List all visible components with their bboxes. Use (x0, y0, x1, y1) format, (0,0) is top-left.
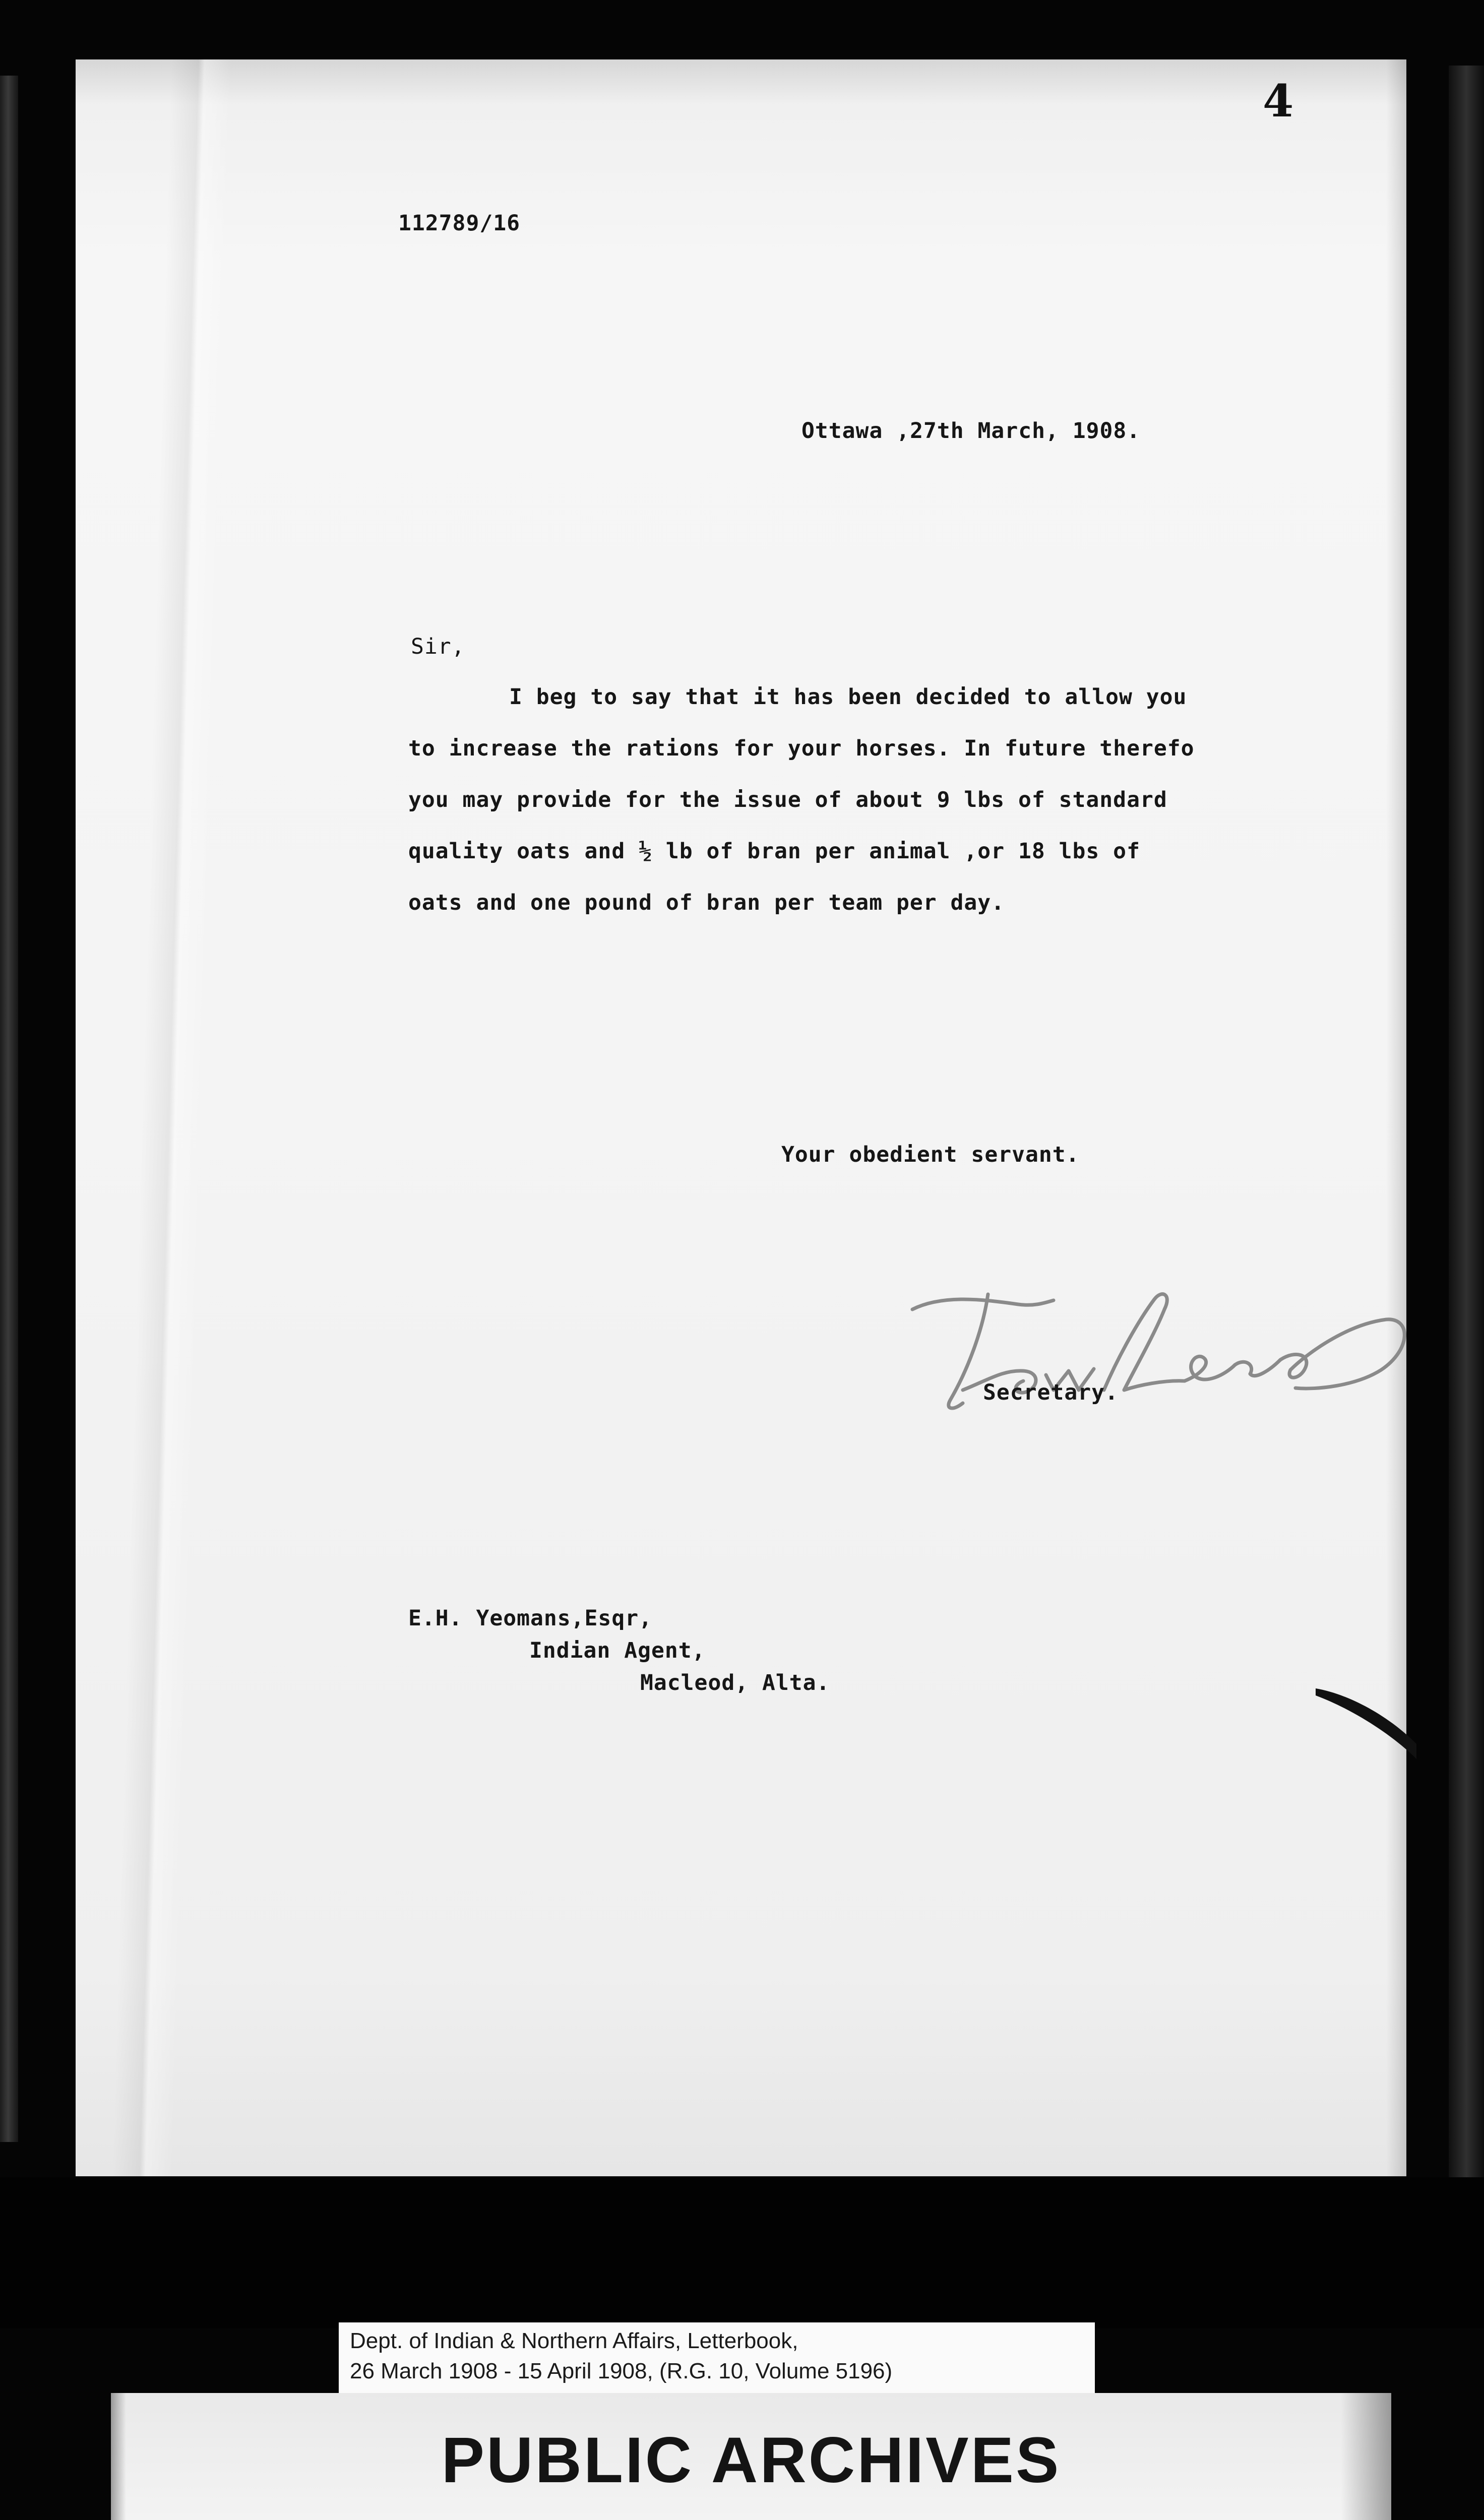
page-number: 4 (1263, 75, 1294, 127)
addressee-location: Macleod, Alta. (640, 1670, 830, 1695)
label-line: 26 March 1908 - 15 April 1908, (R.G. 10, Volume 5196) (350, 2359, 893, 2383)
place-date: Ottawa ,27th March, 1908. (801, 418, 1141, 444)
archive-reference-label (339, 2322, 1095, 2393)
signature-image (902, 1239, 1406, 1440)
closing: Your obedient servant. (781, 1142, 1080, 1167)
page-fold-shadow (112, 59, 232, 2176)
letter-page (76, 59, 1406, 2176)
body-line: to increase the rations for your horses. In future therefo (408, 736, 1195, 761)
addressee-name: E.H. Yeomans,Esqr, (408, 1606, 652, 1631)
body-line: you may provide for the issue of about 9 lbs of standard (408, 787, 1167, 812)
page-edge-shadow (1386, 59, 1406, 2176)
archive-stamp-line: PUBLIC ARCHIVES (441, 2424, 1061, 2496)
label-line: Dept. of Indian & Northern Affairs, Letterbook, (350, 2328, 798, 2353)
body-line: I beg to say that it has been decided to allow you (509, 684, 1187, 710)
archive-stamp-plate (111, 2393, 1391, 2520)
film-edge-left (0, 76, 18, 2142)
salutation: Sir, (411, 634, 465, 659)
addressee-title: Indian Agent, (529, 1638, 706, 1663)
file-reference: 112789/16 (398, 211, 520, 236)
paper-knife-shadow (1316, 1678, 1416, 1759)
film-band (0, 2177, 1484, 2328)
signature-title: Secretary. (983, 1380, 1119, 1405)
body-line: oats and one pound of bran per team per day. (408, 890, 1005, 915)
body-line: quality oats and ½ lb of bran per animal ,or 18 lbs of (408, 839, 1140, 864)
film-edge-right (1449, 66, 1484, 2182)
